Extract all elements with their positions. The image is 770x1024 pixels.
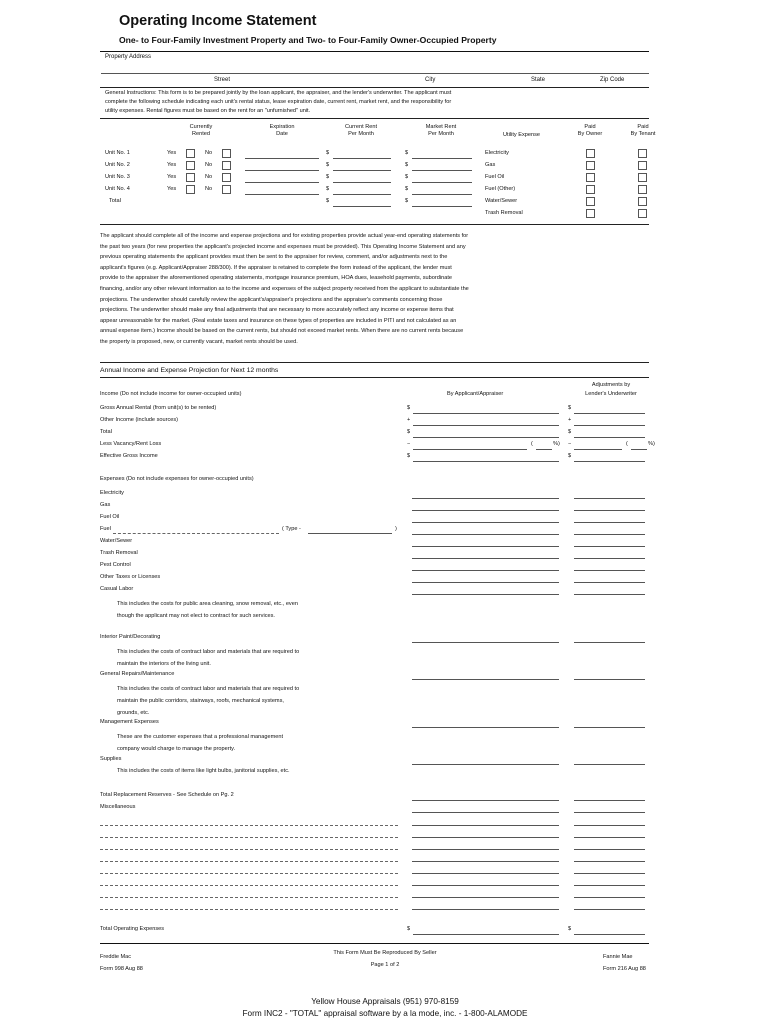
applicant-expense-field[interactable] [412,582,559,583]
lender-expense-field[interactable] [574,642,645,643]
misc-description-field[interactable] [100,825,398,826]
projection-top-divider [100,362,649,363]
footer-page-number: Page 1 of 2 [370,962,400,968]
lender-income-symbol: $ [568,405,572,411]
applicant-expense-field[interactable] [412,546,559,547]
vacancy-paren: ( [626,441,628,447]
market-rent-total-field[interactable] [412,206,472,207]
applicant-misc-field[interactable] [412,897,559,898]
current-rent-field-4[interactable] [333,194,391,195]
adjustments-header: Adjustments by Lender's Underwriter [585,382,637,397]
current-rent-total-field[interactable] [333,206,391,207]
expiration-field-2[interactable] [245,170,319,171]
tenant-checkbox-gas[interactable] [638,161,647,170]
expense-miscellaneous: Miscellaneous [100,804,136,810]
unit-label-2: Unit No. 2 [105,162,130,168]
expense-other-taxes: Other Taxes or Licenses [100,574,161,580]
supplies-note: This includes the costs of items like light bulbs, janitorial supplies, etc. [117,768,290,774]
lender-expense-field[interactable] [574,679,645,680]
lender-expense-field[interactable] [574,727,645,728]
tenant-checkbox-trash[interactable] [638,209,647,218]
income-row-vacancy: Less Vacancy/Rent Loss [100,441,162,447]
lender-expense-field[interactable] [574,546,645,547]
unit-label-3: Unit No. 3 [105,174,130,180]
expense-interior-paint: Interior Paint/Decorating [100,634,161,640]
market-rent-dollar: $ [405,198,409,204]
lender-expense-field[interactable] [574,800,645,801]
lender-expense-field[interactable] [574,498,645,499]
applicant-expense-field[interactable] [412,679,559,680]
applicant-expense-field[interactable] [412,764,559,765]
lender-income-field-5[interactable] [574,461,645,462]
market-rent-dollar: $ [405,186,409,192]
yes-checkbox-1[interactable] [186,149,195,158]
applicant-income-field-5[interactable] [413,461,559,462]
state-label: State [531,77,546,83]
applicant-income-field-3[interactable] [413,437,559,438]
misc-description-field[interactable] [100,837,398,838]
instructions-divider [100,118,649,119]
expense-fuel-oil: Fuel Oil [100,514,120,520]
applicant-expense-field[interactable] [412,522,559,523]
projection-title: Annual Income and Expense Projection for Next 12 months [100,367,279,374]
tenant-checkbox-water-sewer[interactable] [638,197,647,206]
applicant-expense-field[interactable] [412,570,559,571]
page-subtitle: One- to Four-Family Investment Property and Two- to Four-Family Owner-Occupied Property [119,35,497,45]
yes-label: Yes [167,162,177,168]
expense-replacement-reserves: Total Replacement Reserves - See Schedule on Pg. 2 [100,792,234,798]
expenses-header: Expenses (Do not include expenses for owner-occupied units) [100,476,254,482]
lender-expense-field[interactable] [574,812,645,813]
expense-electricity: Electricity [100,490,124,496]
owner-checkbox-fuel-other[interactable] [586,185,595,194]
city-label: City [425,77,436,83]
lender-misc-field[interactable] [574,873,645,874]
market-rent-dollar: $ [405,174,409,180]
no-label: No [205,150,213,156]
lender-misc-field[interactable] [574,849,645,850]
lender-misc-field[interactable] [574,909,645,910]
footer-reproduce-note: This Form Must Be Reproduced By Seller [333,950,437,956]
col-paid-by-tenant: Paid By Tenant [630,124,656,137]
col-paid-by-owner: Paid By Owner [577,124,603,137]
no-label: No [205,186,213,192]
yes-checkbox-2[interactable] [186,161,195,170]
market-rent-field-4[interactable] [412,194,472,195]
vacancy-percent: %) [648,441,655,447]
instructions-line-3: utility expenses. Rental figures must be based on the rent for an "unfurnished" unit. [105,108,311,114]
lender-expense-field[interactable] [574,594,645,595]
current-rent-dollar: $ [326,186,330,192]
income-row-gross-rental: Gross Annual Rental (from unit(s) to be rented) [100,405,217,411]
instructions-line-1: General Instructions: This form is to be prepared jointly by the loan applicant, the appraiser, and the lender's underwriter. The applicant must [105,90,452,96]
expense-general-repairs: General Repairs/Maintenance [100,671,175,677]
property-address-field[interactable] [101,73,649,74]
misc-description-field[interactable] [100,909,398,910]
expense-gas: Gas [100,502,111,508]
expiration-field-4[interactable] [245,194,319,195]
applicant-income-field-1[interactable] [413,413,559,414]
utility-fuel-other: Fuel (Other) [485,186,516,192]
utility-gas: Gas [485,162,496,168]
lender-expense-field[interactable] [574,522,645,523]
owner-checkbox-fuel-oil[interactable] [586,173,595,182]
current-rent-dollar: $ [326,198,330,204]
lender-expense-field[interactable] [574,534,645,535]
current-rent-field-2[interactable] [333,170,391,171]
misc-description-field[interactable] [100,873,398,874]
yes-label: Yes [167,174,177,180]
management-note: These are the customer expenses that a professional management company would charge to manage the property. [117,734,284,752]
expense-water-sewer: Water/Sewer [100,538,133,544]
expense-trash-removal: Trash Removal [100,550,138,556]
income-header: Income (Do not include income for owner-occupied units) [100,391,242,397]
fuel-type-field[interactable] [308,533,392,534]
income-symbol: − [407,441,411,447]
footer-freddie-mac: Freddie Mac [100,954,132,960]
misc-description-field[interactable] [100,897,398,898]
income-symbol: $ [407,429,411,435]
misc-description-field[interactable] [100,885,398,886]
lender-income-field-3[interactable] [574,437,645,438]
fuel-type-label: ( Type - [282,526,301,532]
lender-expense-field[interactable] [574,570,645,571]
owner-checkbox-water-sewer[interactable] [586,197,595,206]
col-market-rent: Market Rent Per Month [425,124,457,137]
footer-fannie-form: Form 216 Aug 88 [603,966,646,972]
footer-freddie-form: Form 998 Aug 88 [100,966,143,972]
lender-total-operating-field[interactable] [574,934,645,935]
unit-label-4: Unit No. 4 [105,186,130,192]
street-label: Street [214,77,231,83]
fuel-description-field[interactable] [113,533,279,534]
applicant-header: By Applicant/Appraiser [447,391,504,397]
expense-pest-control: Pest Control [100,562,131,568]
lender-misc-field[interactable] [574,885,645,886]
footer-divider [100,943,649,944]
expense-supplies: Supplies [100,756,122,762]
income-row-other: Other Income (include sources) [100,417,179,423]
tenant-checkbox-fuel-oil[interactable] [638,173,647,182]
zip-label: Zip Code [600,77,625,83]
owner-checkbox-gas[interactable] [586,161,595,170]
expense-management: Management Expenses [100,719,159,725]
applicant-instructions-paragraph: The applicant should complete all of the income and expense projections and for existing properties provide actual year-end operating statements for the past two years (for new properties the applicant's projected income and expenses must be provided). This Operating Income Statement and any previous operating statements the applicant provides must then be sent to the appraiser for review, comment, and/or adjustments next to the applicant's figures (e.g. Applicant/Appraiser 288/300). If the appraiser is retained to complete the form instead of the applicant, the lender must provide to the appraiser the aforementioned operating statements, mortgage insurance premium, HOA dues, leasehold payments, subordinate financing, and/or any other relevant information as to the income and expenses of the subject property received from the applicant to substantiate the projections. The underwriter should carefully review the applicant's/appraiser's projections and the appraiser's comments concerning those projections. The underwriter should make any final adjustments that are necessary to more accurately reflect any income or expense items that appear unreasonable for the market. (Real estate taxes and insurance on these types of properties are included in PITI and not calculated as an annual expense item.) Income should be based on the current rents, but should not exceed market rents. When there are no current rents because the property is proposed, new, or currently vacant, market rents should be used. [100,233,469,345]
applicant-misc-field[interactable] [412,873,559,874]
lender-misc-field[interactable] [574,837,645,838]
owner-checkbox-electricity[interactable] [586,149,595,158]
market-rent-dollar: $ [405,150,409,156]
current-rent-dollar: $ [326,174,330,180]
utility-fuel-oil: Fuel Oil [485,174,505,180]
rent-table-divider [100,224,649,225]
footer-vendor-contact: Yellow House Appraisals (951) 970-8159 [311,997,459,1006]
applicant-misc-field[interactable] [412,909,559,910]
lender-expense-field[interactable] [574,764,645,765]
applicant-total-operating-field[interactable] [413,934,559,935]
expense-fuel: Fuel [100,526,111,532]
yes-checkbox-3[interactable] [186,173,195,182]
no-checkbox-3[interactable] [222,173,231,182]
yes-label: Yes [167,186,177,192]
lender-expense-field[interactable] [574,558,645,559]
lender-misc-field[interactable] [574,861,645,862]
no-label: No [205,174,213,180]
footer-fannie-mae: Fannie Mae [603,954,633,960]
applicant-misc-field[interactable] [412,825,559,826]
general-repairs-note: This includes the costs of contract labor and materials that are required to maintain the public corridors, stairways, roofs, mechanical systems, grounds, etc. [117,686,300,716]
total-operating-dollar: $ [407,926,411,932]
expense-casual-labor: Casual Labor [100,586,134,592]
tenant-checkbox-electricity[interactable] [638,149,647,158]
applicant-income-field-2[interactable] [413,425,559,426]
lender-income-field-1[interactable] [574,413,645,414]
income-symbol: $ [407,453,411,459]
market-rent-field-2[interactable] [412,170,472,171]
no-checkbox-1[interactable] [222,149,231,158]
col-expiration-date: Expiration Date [269,124,295,137]
address-divider [100,87,649,88]
lender-income-field-2[interactable] [574,425,645,426]
unit-label-1: Unit No. 1 [105,150,130,156]
col-currently-rented: Currently Rented [189,124,213,137]
applicant-expense-field[interactable] [412,727,559,728]
market-rent-field-1[interactable] [412,158,472,159]
yes-checkbox-4[interactable] [186,185,195,194]
income-symbol: + [407,417,411,423]
no-checkbox-2[interactable] [222,161,231,170]
tenant-checkbox-fuel-other[interactable] [638,185,647,194]
lender-expense-field[interactable] [574,510,645,511]
income-symbol: $ [407,405,411,411]
casual-labor-note: This includes the costs for public area cleaning, snow removal, etc., even though the applicant may not elect to contract for such services. [117,601,298,619]
income-row-total: Total [100,429,112,435]
owner-checkbox-trash[interactable] [586,209,595,218]
utility-electricity: Electricity [485,150,509,156]
utility-trash-removal: Trash Removal [485,210,523,216]
col-current-rent: Current Rent Per Month [344,124,378,137]
lender-income-symbol: $ [568,453,572,459]
header-divider [100,51,649,52]
yes-label: Yes [167,150,177,156]
lender-misc-field[interactable] [574,825,645,826]
applicant-expense-field[interactable] [412,510,559,511]
vacancy-paren: ( [531,441,533,447]
unit-total-label: Total [109,198,121,204]
applicant-expense-field[interactable] [412,498,559,499]
lender-misc-field[interactable] [574,897,645,898]
lender-expense-field[interactable] [574,582,645,583]
lender-vacancy-field[interactable] [574,449,622,450]
no-label: No [205,162,213,168]
expiration-field-1[interactable] [245,158,319,159]
lender-income-symbol: $ [568,429,572,435]
current-rent-dollar: $ [326,162,330,168]
misc-description-field[interactable] [100,849,398,850]
utility-water-sewer: Water/Sewer [485,198,518,204]
applicant-expense-field[interactable] [412,558,559,559]
applicant-expense-field[interactable] [412,812,559,813]
income-row-effective-gross: Effective Gross Income [100,453,158,459]
applicant-vacancy-field[interactable] [413,449,527,450]
expiration-field-3[interactable] [245,182,319,183]
current-rent-field-1[interactable] [333,158,391,159]
total-operating-expenses-label: Total Operating Expenses [100,926,165,932]
applicant-misc-field[interactable] [412,837,559,838]
market-rent-field-3[interactable] [412,182,472,183]
interior-paint-note: This includes the costs of contract labor and materials that are required to maintain the interiors of the living unit. [117,649,300,667]
footer-software-credit: Form INC2 - "TOTAL" appraisal software by a la mode, inc. - 1-800-ALAMODE [242,1009,528,1018]
instructions-line-2: complete the following schedule indicating each unit's rental status, lease expiration date, current rent, market rent, and the responsibility for [105,99,452,105]
lender-income-symbol: + [568,417,572,423]
applicant-expense-field[interactable] [412,642,559,643]
applicant-expense-field[interactable] [412,594,559,595]
lender-income-symbol: − [568,441,572,447]
no-checkbox-4[interactable] [222,185,231,194]
applicant-vacancy-percent-field[interactable] [536,449,552,450]
misc-description-field[interactable] [100,861,398,862]
lender-vacancy-percent-field[interactable] [631,449,647,450]
applicant-misc-field[interactable] [412,861,559,862]
total-operating-dollar: $ [568,926,572,932]
fuel-type-close: ) [395,526,397,532]
current-rent-field-3[interactable] [333,182,391,183]
property-address-label: Property Address [105,54,152,60]
page-title: Operating Income Statement [119,13,317,29]
current-rent-dollar: $ [326,150,330,156]
market-rent-dollar: $ [405,162,409,168]
applicant-misc-field[interactable] [412,849,559,850]
vacancy-percent: %) [553,441,560,447]
col-utility-expense: Utility Expense [503,132,540,138]
applicant-expense-field[interactable] [412,800,559,801]
applicant-misc-field[interactable] [412,885,559,886]
applicant-expense-field[interactable] [412,534,559,535]
projection-title-divider [100,377,649,378]
